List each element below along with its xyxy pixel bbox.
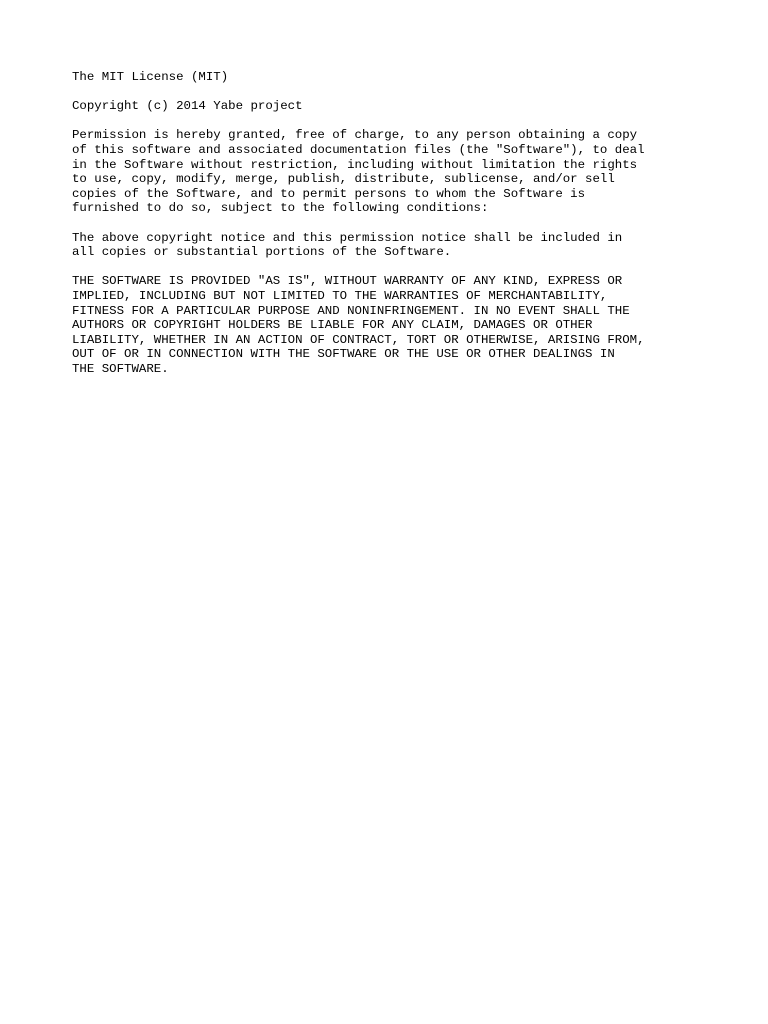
license-document [72, 70, 732, 391]
notice-paragraph: The above copyright notice and this permission notice shall be included in all copies or substantial portions of the Software. [72, 230, 623, 260]
copyright-line: Copyright (c) 2014 Yabe project [72, 99, 303, 114]
license-title: The MIT License (MIT) [72, 70, 229, 84]
permission-paragraph: Permission is hereby granted, free of charge, to any person obtaining a copy of this software and associated documentation files (the "Software"), to deal in the Software without restriction, including without limitation the rights to use, copy, modify, merge, publish, distribute, sublicense, and/or sell copies of the Software, and to permit persons to whom the Software is furnished to do so, subject to the following conditions: [72, 128, 645, 216]
disclaimer-paragraph: THE SOFTWARE IS PROVIDED "AS IS", WITHOUT WARRANTY OF ANY KIND, EXPRESS OR IMPLIED, INCLUDING BUT NOT LIMITED TO THE WARRANTIES OF MERCHANTABILITY, FITNESS FOR A PARTICULAR PURPOSE AND NONINFRINGEMENT. IN NO EVENT SHALL THE AUTHORS OR COPYRIGHT HOLDERS BE LIABLE FOR ANY CLAIM, DAMAGES OR OTHER LIABILITY, WHETHER IN AN ACTION OF CONTRACT, TORT OR OTHERWISE, ARISING FROM, OUT OF OR IN CONNECTION WITH THE SOFTWARE OR THE USE OR OTHER DEALINGS IN THE SOFTWARE. [72, 274, 645, 376]
